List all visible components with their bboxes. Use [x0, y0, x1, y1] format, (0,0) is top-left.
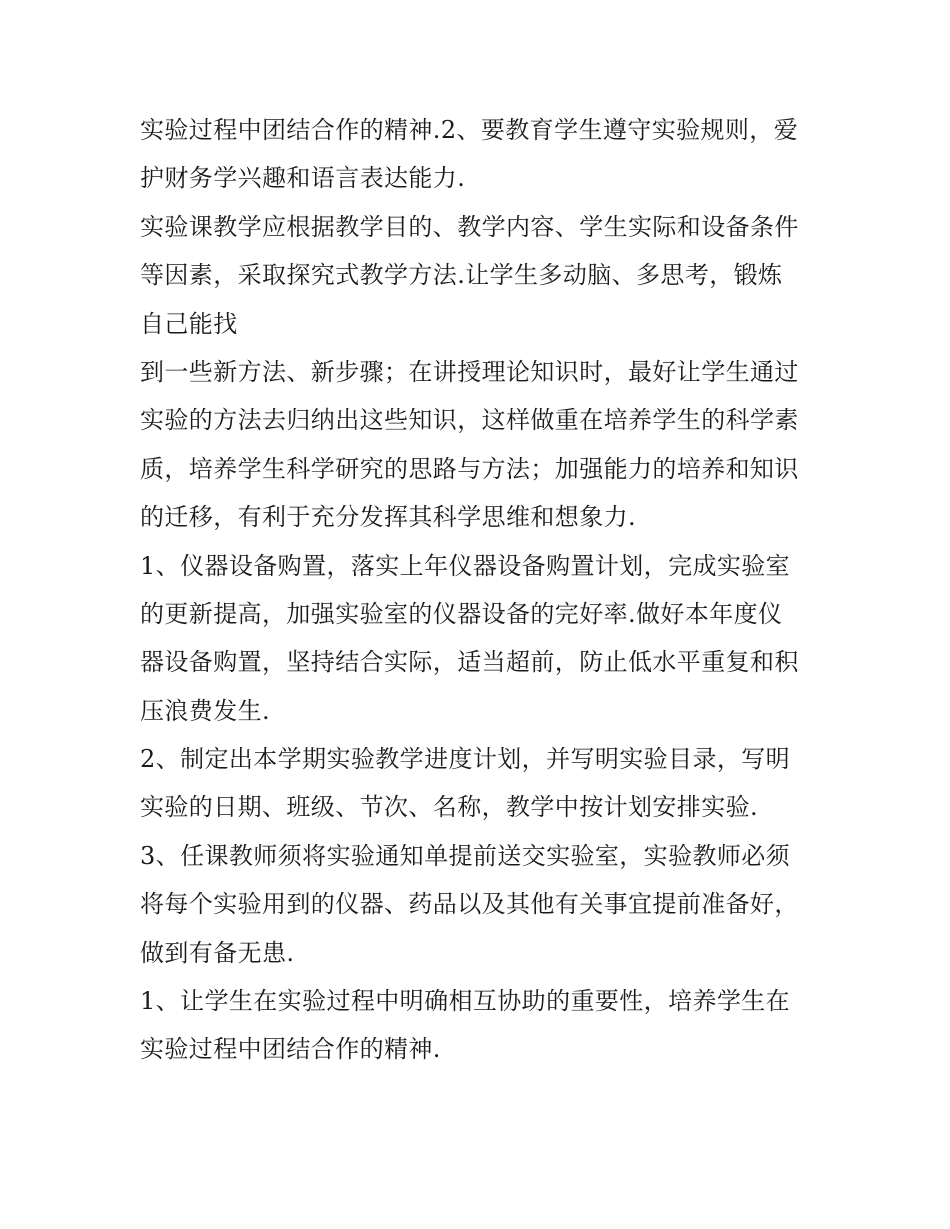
- text-line: 1、让学生在实验过程中明确相互协助的重要性，培养学生在: [140, 987, 791, 1016]
- text-line: 护财务学兴趣和语言表达能力.: [140, 164, 466, 193]
- text-line: 实验课教学应根据教学目的、教学内容、学生实际和设备条件: [140, 212, 799, 241]
- text-line: 实验的日期、班级、节次、名称，教学中按计划安排实验.: [140, 793, 759, 822]
- text-line: 实验过程中团结合作的精神.: [140, 1035, 441, 1064]
- text-line: 2、制定出本学期实验教学进度计划，并写明实验目录，写明: [140, 745, 791, 774]
- text-line: 实验过程中团结合作的精神.2、要教育学生遵守实验规则，爱: [140, 116, 799, 144]
- document-body: [140, 106, 820, 1074]
- text-line: 质，培养学生科学研究的思路与方法；加强能力的培养和知识: [140, 454, 799, 483]
- text-line: 实验的方法去归纳出这些知识，这样做重在培养学生的科学素: [140, 406, 799, 435]
- text-line: 做到有备无患.: [140, 938, 295, 967]
- text-line: 自己能找: [140, 309, 238, 338]
- text-line: 将每个实验用到的仪器、药品以及其他有关事宜提前准备好，: [140, 890, 799, 919]
- text-line: 压浪费发生.: [140, 696, 271, 725]
- text-line: 等因素，采取探究式教学方法.让学生多动脑、多思考，锻炼: [140, 261, 783, 290]
- text-line: 器设备购置，坚持结合实际，适当超前，防止低水平重复和积: [140, 648, 799, 677]
- text-line: 1、仪器设备购置，落实上年仪器设备购置计划，完成实验室: [140, 551, 791, 580]
- text-line: 的更新提高，加强实验室的仪器设备的完好率.做好本年度仪: [140, 599, 783, 628]
- text-line: 3、任课教师须将实验通知单提前送交实验室，实验教师必须: [140, 841, 791, 870]
- text-line: 到一些新方法、新步骤；在讲授理论知识时，最好让学生通过: [140, 357, 799, 386]
- text-line: 的迁移，有利于充分发挥其科学思维和想象力.: [140, 503, 637, 532]
